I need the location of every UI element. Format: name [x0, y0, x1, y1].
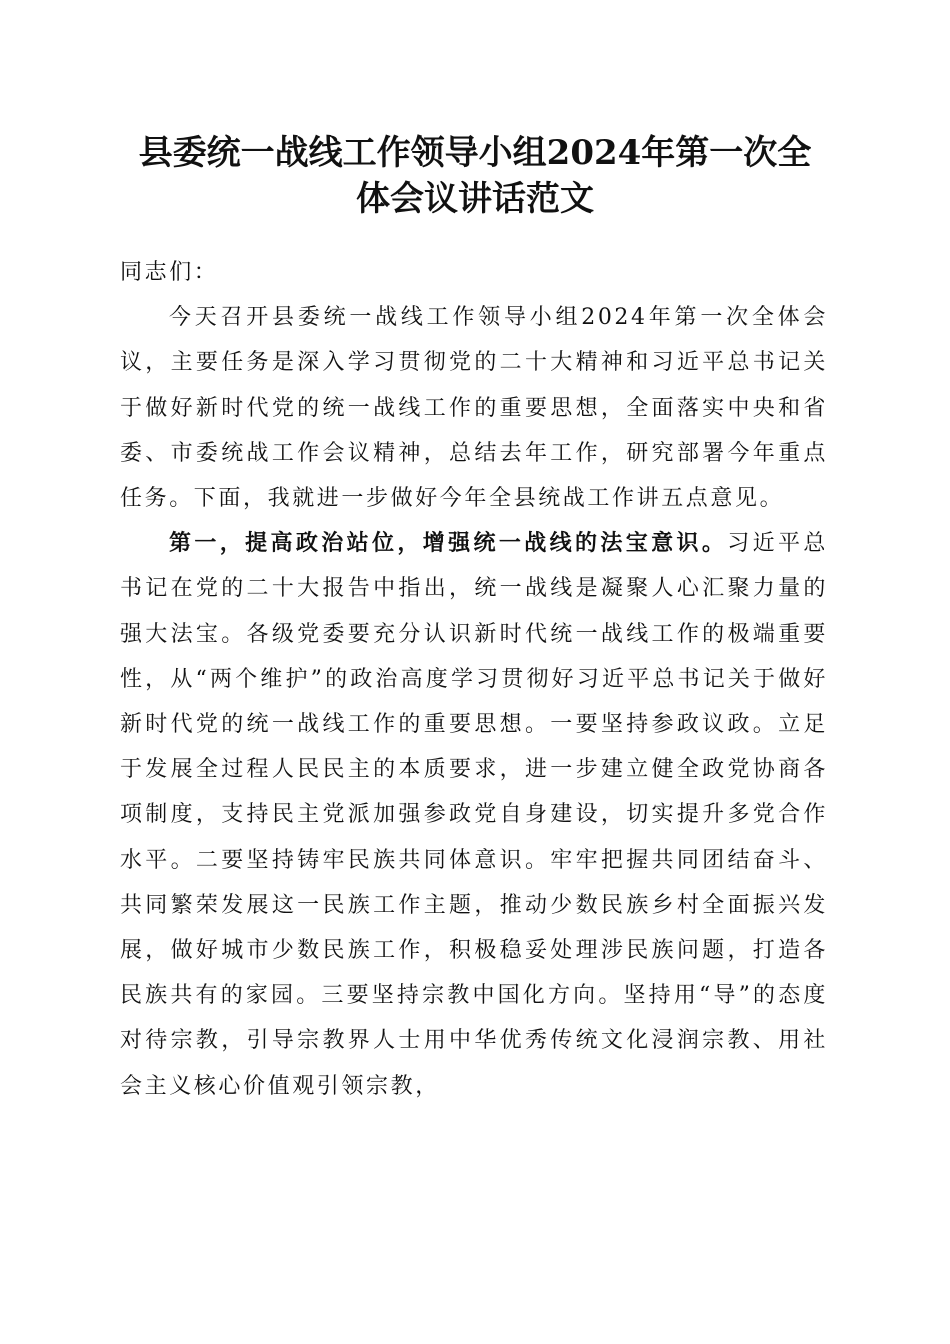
document-title — [110, 130, 840, 222]
paragraph-heading-bold: 第一，提高政治站位，增强统一战线的法宝意识。 — [169, 530, 728, 557]
paragraph-first-point-body: 习近平总书记在党的二十大报告中指出，统一战线是凝聚人心汇聚力量的强大法宝。各级党委要充分认识新时代统一战线工作的极端重要性，从“两个维护”的政治高度学习贯彻好习近平总书记关于做好新时代党的统一战线工作的重要思想。一要坚持参政议政。立足于发展全过程人民民主的本质要求，进一步建立健全政党协商各项制度，支持民主党派加强参政党自身建设，切实提升多党合作水平。二要坚持铸牢民族共同体意识。牢牢把握共同团结奋斗、共同繁荣发展这一民族工作主题，推动少数民族乡村全面振兴发展，做好城市少数民族工作，积极稳妥处理涉民族问题，打造各民族共有的家园。三要坚持宗教中国化方向。坚持用“导”的态度对待宗教，引导宗教界人士用中华优秀传统文化浸润宗教、用社会主义核心价值观引领宗教， — [120, 531, 828, 1099]
document-body — [120, 250, 828, 1109]
paragraph-intro: 今天召开县委统一战线工作领导小组2024年第一次全体会议，主要任务是深入学习贯彻党的二十大精神和习近平总书记关于做好新时代党的统一战线工作的重要思想，全面落实中央和省委、市委统战工作会议精神，总结去年工作，研究部署今年重点任务。下面，我就进一步做好今年全县统战工作讲五点意见。 — [120, 305, 828, 512]
salutation: 同志们： — [120, 260, 219, 285]
title-line-2: 体会议讲话范文 — [356, 179, 594, 219]
paragraph-first-point — [120, 521, 828, 1109]
title-line-1: 县委统一战线工作领导小组2024年第一次全 — [138, 133, 812, 173]
